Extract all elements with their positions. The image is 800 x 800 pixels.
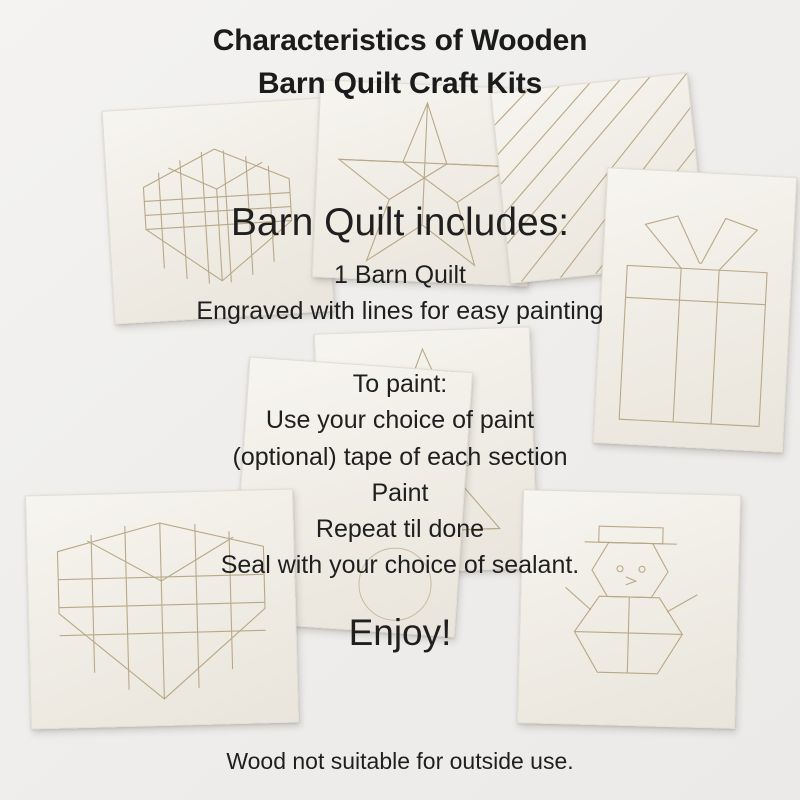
- paint-instructions-title: To paint:: [352, 370, 448, 398]
- includes-item-2: Engraved with lines for easy painting: [196, 296, 604, 325]
- includes-heading: Barn Quilt includes:: [230, 201, 570, 244]
- paint-step-2: (optional) tape of each section: [232, 442, 568, 471]
- paint-step-3: Paint: [371, 478, 429, 507]
- paint-step-5: Seal with your choice of sealant.: [220, 551, 580, 580]
- includes-list: [0, 258, 800, 329]
- enjoy-text: Enjoy!: [348, 612, 452, 653]
- paint-instructions: [0, 366, 800, 584]
- page-title-line-2: Barn Quilt Craft Kits: [257, 66, 543, 100]
- footer-disclaimer: Wood not suitable for outside use.: [226, 748, 574, 774]
- page-title-line-1: Characteristics of Wooden: [212, 24, 588, 57]
- page-title: [0, 20, 800, 105]
- paint-step-1: Use your choice of paint: [265, 406, 535, 435]
- paint-step-4: Repeat til done: [315, 515, 485, 543]
- includes-item-1: 1 Barn Quilt: [333, 261, 466, 289]
